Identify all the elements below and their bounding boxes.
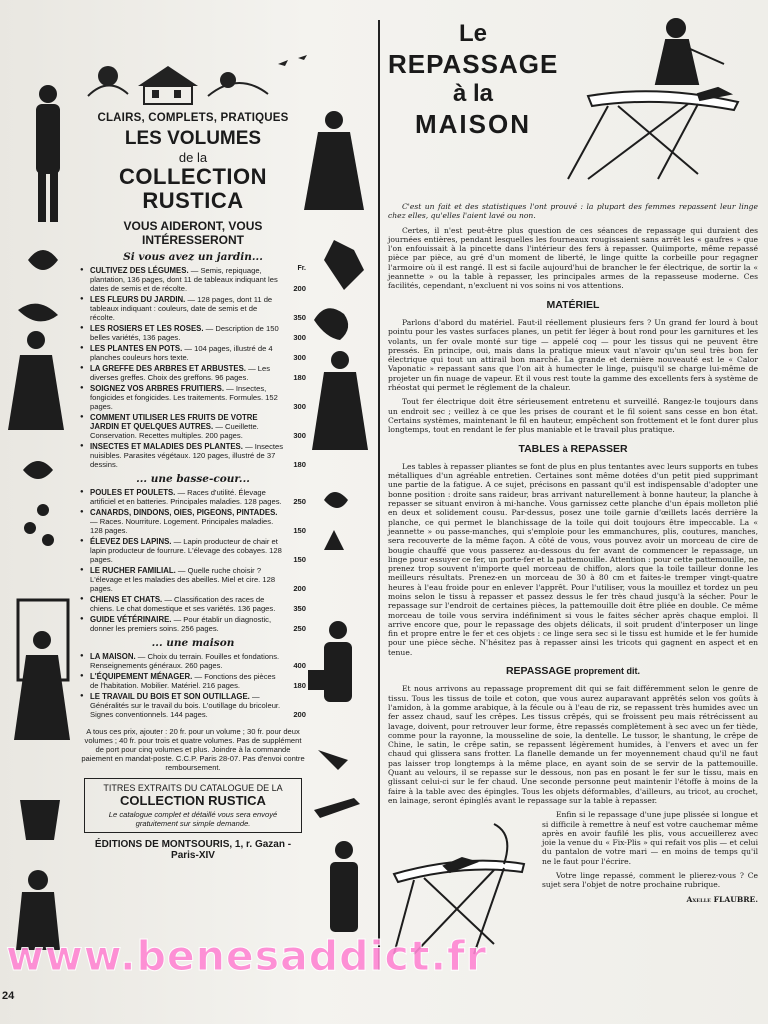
list-item: ● L'ÉQUIPEMENT MÉNAGER. — Fonctions des pièces de l'habitation. Mobilier. Matériel. 216 pages. 180 <box>80 672 306 690</box>
list-item: ● CANARDS, DINDONS, OIES, PIGEONS, PINTADES. — Races. Nourriture. Logement. Principales maladies. 128 pages. 150 <box>80 508 306 535</box>
section-heading-repassage <box>388 667 758 676</box>
right-silhouette-border <box>304 110 374 960</box>
catalog-title: COLLECTION RUSTICA <box>120 793 266 808</box>
section-heading: ... une maison <box>151 637 235 649</box>
list-item: ● POULES ET POULETS. — Races d'utilité. Élevage artificiel et en batteries. Principales maladies. 128 pages. 250 <box>80 488 306 506</box>
ad-title: LES VOLUMES <box>124 128 262 149</box>
list-item: ● COMMENT UTILISER LES FRUITS DE VOTRE JARDIN ET QUELQUES AUTRES. — Cueillette. Conservation. Recettes multiples. 200 pages. 300 <box>80 413 306 440</box>
ad-section-house <box>80 637 306 719</box>
article-title <box>388 20 558 140</box>
list-item: ● CULTIVEZ DES LÉGUMES. — Semis, repiquage, plantation, 136 pages, dont 11 de tableaux indiquant les dates de semis et de récolte. 200 <box>80 266 306 293</box>
farmhouse-illustration <box>48 46 348 106</box>
article-paragraph: Parlons d'abord du matériel. Faut-il réellement plusieurs fers ? Un grand fer lourd à bout pointu pour les vastes surfaces planes, un petit fer léger à bout rond pour les garnitures et les volants, un fer ovale monté sur tige — appelé coq — pour les tissus qui ne peuvent être pressés. En principe, oui, mais dans la pratique mieux vaut n'avoir qu'un seul très bon fer électrique qui tout un attirail bon marché. La grande et dernière nouveauté est le « Calor Vaponatic » repassant sans que l'on ait à humecter le linge, puisqu'il se charge lui-même de projeter un fin nuage de vapeur. Et il vous rest toute la gamme des excellents fers à système de rhéostat qui permet le réglement de la chaleur. <box>388 317 758 393</box>
ad-section-garden <box>80 251 306 469</box>
site-watermark: www.benesaddict.fr <box>6 932 488 980</box>
article-paragraph: Et nous arrivons au repassage proprement dit qui se fait différemment selon le genre de tissu. Tous les tissus de toile et coton, que vous aurez auparavant apprêtés selon vos goûts à l'amidon, à la gomme arabique, à la fécule ou à l'eau de riz, se repassent très humides avec un fer assez chaud, sauf les crêpes. Les tissus crêpés, qui se froissent peu mais rétrécissent au lavage, doivent, pour retrouver leur forme, être repassés complètement à sec avec un fer tiède, comme pour la rayonne, la mousseline de soie, la dentelle. Le tussor, le shantung, le crêpe de Chine, le satin, le crêpe satin, se repassent légèrement humides, à l'envers et avec un fer chaud qui glissera sans frotter. La flanelle demande un fer moyennement chaud qu'il ne faut pas laisser trop longtemps à la même place, en ayant soin de se servir de la pattemouille. Quant au velours, il se repasse sur le dessous, non pas en posant le fer sur le tissu, mais en glissant celui-ci sur le fer chaud. Une seconde personne peut maintenir l'étoffe à moins de la faire à la table avec des épingles. Tous les objets déformables, d'ailleurs, au tricot, au crochet, en lainage, seront épinglés avant le repassage sur la table à repasser. <box>388 684 758 805</box>
ad-tagline: VOUS AIDERONT, VOUS INTÉRESSERONT <box>123 219 263 247</box>
article-paragraph: Tout fer électrique doit être sérieusement entretenu et surveillé. Rangez-le toujours dans un endroit sec ; veillez à ce que les prises de courant et le fil soient sans cesse en bon état. Certains systèmes, maintenant le fil en hauteur, empêchent son frottement et le font durer plus longtemps, tout en rendant le fer plus maniable et le travail plus pratique. <box>388 397 758 435</box>
heading-part: proprement dit. <box>574 666 641 677</box>
woman-ironing-illustration <box>548 14 758 194</box>
ad-collection-title <box>80 165 306 213</box>
book-list <box>80 652 306 719</box>
list-item: ● CHIENS ET CHATS. — Classification des races de chiens. Le chat domestique et ses variétés. 136 pages. 350 <box>80 595 306 613</box>
section-heading-materiel: MATÉRIEL <box>546 298 600 311</box>
publisher-address: ÉDITIONS DE MONTSOURIS, 1, r. Gazan - Paris-XIV <box>94 839 292 861</box>
author-name: Axelle FLAUBRE. <box>686 894 758 904</box>
list-item: ● LES PLANTES EN POTS. — 104 pages, illustré de 4 planches couleurs hors texte. 300 <box>80 344 306 362</box>
ad-kicker: CLAIRS, COMPLETS, PRATIQUES <box>97 112 289 124</box>
title-repassage: REPASSAGE <box>388 49 559 79</box>
heading-part: REPASSER <box>570 442 628 455</box>
list-item: ● LES FLEURS DU JARDIN. — 128 pages, dont 11 de tableaux indiquant : couleurs, date de semis et de récolte. 350 <box>80 295 306 322</box>
list-item: ● INSECTES ET MALADIES DES PLANTES. — Insectes nuisibles. Parasites végétaux. 120 pages, illustré de 37 dessins. 180 <box>80 442 306 469</box>
catalog-line: TITRES EXTRAITS DU CATALOGUE DE LA <box>103 783 283 793</box>
heading-part: à <box>562 443 568 454</box>
list-item: ● LA GREFFE DES ARBRES ET ARBUSTES. — Les diverses greffes. Choix des greffons. 96 pages. 180 <box>80 364 306 382</box>
article-body <box>388 202 758 966</box>
title-le: Le <box>458 20 487 47</box>
list-item: ● ÉLEVEZ DES LAPINS. — Lapin producteur de chair et lapin producteur de fourrure. L'élevage des cobayes. 128 pages. 150 <box>80 537 306 564</box>
shipping-note: A tous ces prix, ajouter : 20 fr. pour un volume ; 30 fr. pour deux volumes ; 40 fr. pour trois et quatre volumes. Pas de supplément de port pour cinq volumes et plus. Joindre à la commande paiement en mandat-poste. C.C.P. Paris 28-07. Pas d'envoi contre remboursement. <box>81 727 305 772</box>
title-maison: MAISON <box>415 109 531 139</box>
ad-title-connector: de la <box>178 150 208 165</box>
list-item: ● LE TRAVAIL DU BOIS ET SON OUTILLAGE. — Généralités sur le travail du bois. L'outillage du bricoleur. Signes conventionnels. 144 pages. 200 <box>80 692 306 719</box>
section-heading: ... une basse-cour... <box>136 473 250 485</box>
left-silhouette-border <box>8 80 78 960</box>
book-list <box>80 266 306 469</box>
book-list <box>80 488 306 633</box>
list-item: ● SOIGNEZ VOS ARBRES FRUITIERS. — Insectes, fongicides et fongicides. Les traitements. Formules. 152 pages. 300 <box>80 384 306 411</box>
section-heading: Si vous avez un jardin... <box>123 251 263 263</box>
ad-rustica-word: RUSTICA <box>142 188 244 213</box>
heading-part: REPASSAGE <box>505 665 572 678</box>
ad-collection-word: COLLECTION <box>119 164 267 189</box>
article-paragraph: Les tables à repasser pliantes se font de plus en plus tentantes avec leurs supports en tubes métalliques d'un agréable entretien. Certaines sont même dotées d'un petit pied supprimant une partie de la fatigue. A ce sujet, précisons en passant qu'il est indispensable d'adopter une bonne position : droite sans raideur, bras arrivant naturellement à bonne hauteur, la planche à repasser se situant environ à mi-hanche. Vous garnissez cette planche d'un épais molleton plié en deux et solidement cousu. Par-dessus, posez une toile garnie d'œillets lacés derrière la planche, ce qui permet le blanchissage de la toile qui doit toujours être impeccable. La « jeannette » ou passe-manches, qui s'emploie pour les emmanchures, plis, coutures, manches, sera recouverte de la même façon. A côté de vous, vous pouvez avoir un morceau de cire de bougie chauffé que vous passerez au-dessous du fer avant de commencer le repassage, un linge pour essuyer ce fer, un porte-fer et la pattemouille. Attention : pour cette pattemouille, ne prenez trop souvent n'importe quel morceau de chiffon, alors que la toile tailleur donne les meilleurs résultats. Prenez-en un morceau de 30 à 80 cm et faites-le tremper vingt-quatre heures à l'eau froide pour en enlever l'apprêt. Pour l'utiliser, vous la mouillez et tordez un peu moins selon le tissu à repasser et passez dessus le fer très chaud jusqu'à la sécher. Pour le repassage sur l'endroit de certaines pièces, la pattemouille doit être pliée en double. Ce même morceau de toile vous servira indéfiniment si vous le faites sécher après chaque emploi. Il arrive encore que, pour le repassage des objets délicats, il soit prudent d'interposer un linge fin et propre entre le fer et ces objets : ce linge sera sec si le tissu est humide et le fer humide pour une pièce sèche. N'hésitez pas à repasser ainsi les tricots qui gagnent en aspect et en tenue. <box>388 461 758 657</box>
list-item: ● LA MAISON. — Choix du terrain. Fouilles et fondations. Renseignements généraux. 260 pages. 400 <box>80 652 306 670</box>
page-number: 24 <box>2 990 15 1002</box>
catalog-box <box>84 778 302 833</box>
price-column-header: Fr. <box>297 265 306 272</box>
column-divider <box>378 20 380 970</box>
heading-part: TABLES <box>518 442 560 455</box>
title-a-la: à la <box>452 80 494 107</box>
article-paragraph: Enfin si le repassage d'une jupe plissée si longue et si difficile à remettre à neuf est votre cauchemar même après en avoir faufilé les plis, vous accueillerez avec joie la venue du « Fix-Plis » qui refait vos plis — et celui du pantalon de votre mari — en moins de temps qu'il ne le faut pour l'écrire. <box>542 810 758 866</box>
list-item: ● LES ROSIERS ET LES ROSES. — Description de 150 belles variétés, 136 pages. 300 <box>80 324 306 342</box>
rustica-advertisement <box>8 40 370 970</box>
ad-content <box>80 112 306 861</box>
catalog-note: Le catalogue complet et détaillé vous sera envoyé gratuitement sur simple demande. <box>108 810 278 828</box>
ad-section-farmyard <box>80 473 306 633</box>
list-item: ● LE RUCHER FAMILIAL. — Quelle ruche choisir ? L'élevage et les maladies des abeilles. Miel et cire. 128 pages. 200 <box>80 566 306 593</box>
list-item: ● GUIDE VÉTÉRINAIRE. — Pour établir un diagnostic, donner les premiers soins. 256 pages. 250 <box>80 615 306 633</box>
article-lead: C'est un fait et des statistiques l'ont prouvé : la plupart des femmes repassent leur linge chez elles, qu'elles l'aient lavé ou non. <box>388 202 758 221</box>
article-paragraph: Certes, il n'est peut-être plus question de ces séances de repassage qui duraient des journées entières, pendant lesquelles les fourneaux rougissaient sans arrêt les « gaufres » que l'on enfouissait à la pincette dans l'intérieur des fers à repasser. Quiimporte, même repassé pièce par pièce, au gré d'un moment de liberté, le linge quitte la corbeille pour regagner l'armoire où il est rangé. Il est si facile aujourd'hui de brancher le fer électrique, de sortir la « jeannette » ou la table à repasser, les principales armes de la repasseuse moderne. Ces facilités, cependant, n'excluent ni vos soins ni vos attentions. <box>388 225 758 291</box>
article-paragraph: Votre linge repassé, comment le plierez-vous ? Ce sujet sera l'objet de notre prochaine rubrique. <box>542 871 758 890</box>
section-heading-tables <box>388 442 758 455</box>
